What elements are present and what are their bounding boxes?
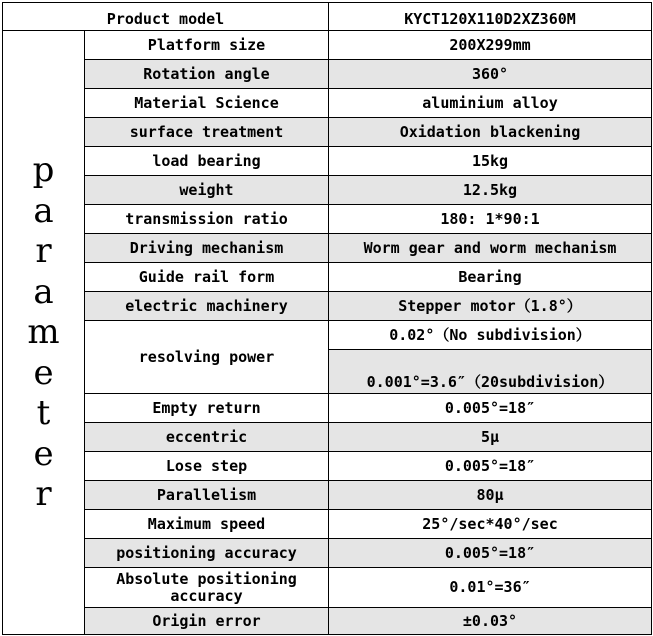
param-name: Material Science [85, 89, 329, 118]
param-name: load bearing [85, 147, 329, 176]
table-row [3, 568, 652, 608]
param-value: 0.01°=36″ [329, 568, 652, 608]
param-value: 180: 1*90:1 [329, 205, 652, 234]
header-row [3, 3, 652, 31]
side-letter: m [27, 312, 60, 353]
table-row [3, 423, 652, 452]
param-name: Guide rail form [85, 263, 329, 292]
param-name: positioning accuracy [85, 539, 329, 568]
table-row [3, 60, 652, 89]
param-name: Absolute positioning accuracy [85, 568, 329, 608]
spec-table [2, 2, 652, 635]
product-model-value: KYCT120X110D2XZ360M [329, 3, 652, 31]
param-name: eccentric [85, 423, 329, 452]
param-name: Platform size [85, 31, 329, 60]
param-value: 0.005°=18″ [329, 394, 652, 423]
param-value: 25°/sec*40°/sec [329, 510, 652, 539]
param-value: aluminium alloy [329, 89, 652, 118]
table-row [3, 31, 652, 60]
parameter-side-label [3, 31, 85, 635]
param-value: 12.5kg [329, 176, 652, 205]
side-letter: e [33, 433, 54, 474]
table-row [3, 292, 652, 321]
table-row [3, 510, 652, 539]
table-row [3, 118, 652, 147]
param-value: Stepper motor（1.8°） [329, 292, 652, 321]
param-name: Parallelism [85, 481, 329, 510]
table-row [3, 481, 652, 510]
param-value: Oxidation blackening [329, 118, 652, 147]
table-row [3, 89, 652, 118]
table-row [3, 263, 652, 292]
table-row [3, 176, 652, 205]
param-value: 5μ [329, 423, 652, 452]
param-name: Driving mechanism [85, 234, 329, 263]
param-value: 0.005°=18″ [329, 452, 652, 481]
table-row [3, 147, 652, 176]
side-letter: r [35, 474, 52, 515]
param-value: 0.02°（No subdivision） [329, 321, 652, 350]
side-letter: p [32, 150, 55, 191]
param-name: Origin error [85, 608, 329, 635]
param-value: 200X299mm [329, 31, 652, 60]
param-name: Maximum speed [85, 510, 329, 539]
param-value: Worm gear and worm mechanism [329, 234, 652, 263]
table-row [3, 452, 652, 481]
side-letter: r [35, 231, 52, 272]
side-letter: t [36, 393, 51, 434]
param-name: Rotation angle [85, 60, 329, 89]
param-value-secondary: 0.001°=3.6″（20subdivision） [329, 350, 652, 394]
table-row [3, 394, 652, 423]
param-name: Lose step [85, 452, 329, 481]
param-value: 80μ [329, 481, 652, 510]
param-name: transmission ratio [85, 205, 329, 234]
side-letter: e [33, 352, 54, 393]
table-row [3, 234, 652, 263]
table-row [3, 539, 652, 568]
param-name: weight [85, 176, 329, 205]
vertical-label [3, 150, 84, 515]
param-value: 360° [329, 60, 652, 89]
side-letter: a [33, 271, 54, 312]
param-name: resolving power [85, 321, 329, 394]
side-letter: a [33, 190, 54, 231]
param-value: 15kg [329, 147, 652, 176]
product-model-label: Product model [3, 3, 329, 31]
param-name: surface treatment [85, 118, 329, 147]
table-row [3, 205, 652, 234]
table-row [3, 608, 652, 635]
param-name: electric machinery [85, 292, 329, 321]
param-value: 0.005°=18″ [329, 539, 652, 568]
param-value: Bearing [329, 263, 652, 292]
table-row [3, 321, 652, 350]
param-value: ±0.03° [329, 608, 652, 635]
param-name: Empty return [85, 394, 329, 423]
